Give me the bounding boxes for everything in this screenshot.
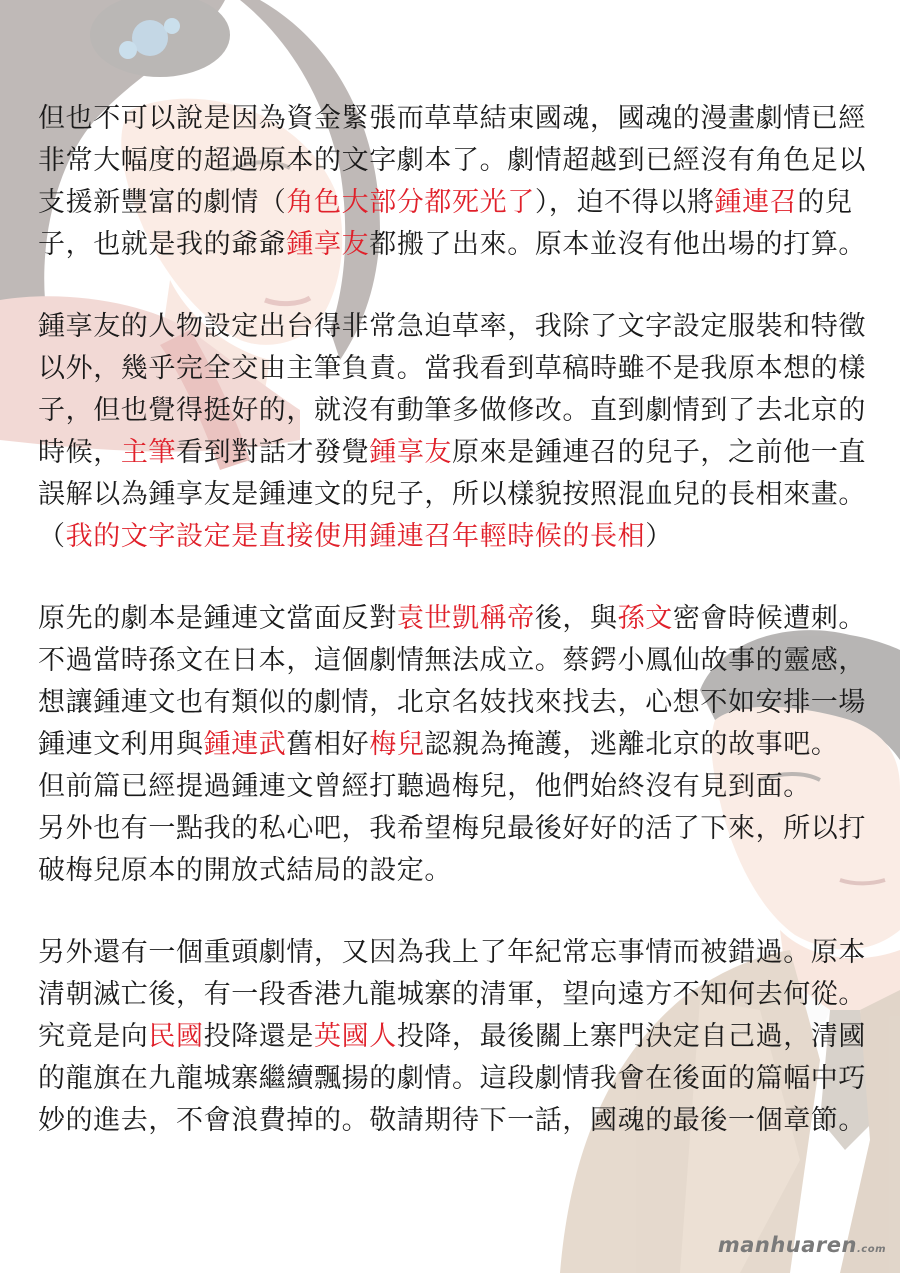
text-segment: 原先的劇本是鍾連文當面反對 (38, 603, 397, 634)
text-segment: 究竟是向 (38, 1021, 149, 1052)
highlighted-text: 我的文字設定是直接使用鍾連召年輕時候的長相 (65, 521, 646, 552)
text-segment: 另外也有一點我的私心吧，我希望梅兒最後好好的活了下來，所以打 (38, 813, 866, 844)
text-segment: 妙的進去，不會浪費掉的。敬請期待下一話，國魂的最後一個章節。 (38, 1105, 866, 1136)
text-segment: 但也不可以說是因為資金緊張而草草結束國魂，國魂的漫畫劇情已經 (38, 103, 866, 134)
text-line (38, 766, 868, 808)
text-line (38, 516, 868, 558)
watermark (718, 1233, 886, 1257)
text-line (38, 432, 868, 474)
text-line (38, 224, 868, 266)
highlighted-text: 鍾享友 (286, 229, 370, 260)
text-segment: 的龍旗在九龍城寨繼續飄揚的劇情。這段劇情我會在後面的篇幅中巧 (38, 1063, 866, 1094)
text-segment: 破梅兒原本的開放式結局的設定。 (38, 855, 452, 886)
text-line (38, 306, 868, 348)
highlighted-text: 袁世凱稱帝 (396, 603, 535, 634)
text-line (38, 182, 868, 224)
paragraph-gap (38, 266, 868, 306)
text-segment: 子，但也覺得挺好的，就沒有動筆多做修改。直到劇情到了去北京的 (38, 395, 866, 426)
text-line (38, 724, 868, 766)
text-line (38, 140, 868, 182)
text-line (38, 390, 868, 432)
text-segment: ），迫不得以將 (534, 187, 715, 218)
highlighted-text: 鍾連召 (714, 187, 798, 218)
text-segment: 的兒 (797, 187, 853, 218)
text-segment: （ (38, 521, 66, 552)
text-segment: 認親為掩護，逃離北京的故事吧。 (424, 729, 839, 760)
text-segment: 密會時候遭刺。 (672, 603, 867, 634)
text-line (38, 682, 868, 724)
paragraph (38, 306, 868, 558)
highlighted-text: 民國 (148, 1021, 204, 1052)
text-line (38, 640, 868, 682)
highlighted-text: 鍾連武 (203, 729, 287, 760)
text-segment: 子，也就是我的爺爺 (38, 229, 287, 260)
text-segment: 後，與 (534, 603, 618, 634)
text-line (38, 808, 868, 850)
text-line (38, 1058, 868, 1100)
text-segment: 投降還是 (203, 1021, 315, 1052)
text-segment: 鍾享友的人物設定出台得非常急迫草率，我除了文字設定服裝和特徵 (38, 311, 866, 342)
article-body (38, 98, 868, 1142)
text-segment: 想讓鍾連文也有類似的劇情，北京名妓找來找去，心想不如安排一場 (38, 687, 866, 718)
watermark-suffix: .com (856, 1244, 886, 1255)
text-segment: ） (645, 521, 673, 552)
text-segment: 清朝滅亡後，有一段香港九龍城寨的清軍，望向遠方不知何去何從。 (38, 979, 866, 1010)
text-segment: 投降，最後關上寨門決定自己過，清國 (396, 1021, 867, 1052)
text-line (38, 974, 868, 1016)
text-line (38, 850, 868, 892)
highlighted-text: 英國人 (314, 1021, 397, 1052)
highlighted-text: 鍾享友 (369, 437, 453, 468)
text-line (38, 1100, 868, 1142)
text-segment: 時候， (38, 437, 121, 468)
text-segment: 非常大幅度的超過原本的文字劇本了。劇情超越到已經沒有角色足以 (38, 145, 866, 176)
text-line (38, 1016, 868, 1058)
paragraph-gap (38, 892, 868, 932)
text-segment: 不過當時孫文在日本，這個劇情無法成立。蔡鍔小鳳仙故事的靈感， (38, 645, 866, 676)
paragraph (38, 932, 868, 1142)
text-segment: 舊相好 (286, 729, 370, 760)
highlighted-text: 孫文 (617, 603, 673, 634)
text-segment: 都搬了出來。原本並沒有他出場的打算。 (369, 229, 867, 260)
text-segment: 鍾連文利用與 (38, 729, 204, 760)
text-line (38, 932, 868, 974)
paragraph (38, 598, 868, 892)
highlighted-text: 梅兒 (369, 729, 425, 760)
text-line (38, 348, 868, 390)
text-segment: 原來是鍾連召的兒子，之前他一直 (452, 437, 867, 468)
text-segment: 誤解以為鍾享友是鍾連文的兒子，所以樣貌按照混血兒的長相來畫。 (38, 479, 866, 510)
highlighted-text: 角色大部分都死光了 (286, 187, 535, 218)
highlighted-text: 主筆 (120, 437, 177, 468)
watermark-brand: manhuaren (717, 1233, 857, 1257)
text-segment: 但前篇已經提過鍾連文曾經打聽過梅兒，他們始終沒有見到面。 (38, 771, 811, 802)
text-line (38, 598, 868, 640)
text-line (38, 474, 868, 516)
paragraph (38, 98, 868, 266)
text-segment: 以外，幾乎完全交由主筆負責。當我看到草稿時雖不是我原本想的樣 (38, 353, 866, 384)
text-line (38, 98, 868, 140)
text-segment: 看到對話才發覺 (176, 437, 370, 468)
text-segment: 支援新豐富的劇情（ (38, 187, 287, 218)
text-segment: 另外還有一個重頭劇情，又因為我上了年紀常忘事情而被錯過。原本 (38, 937, 866, 968)
paragraph-gap (38, 558, 868, 598)
